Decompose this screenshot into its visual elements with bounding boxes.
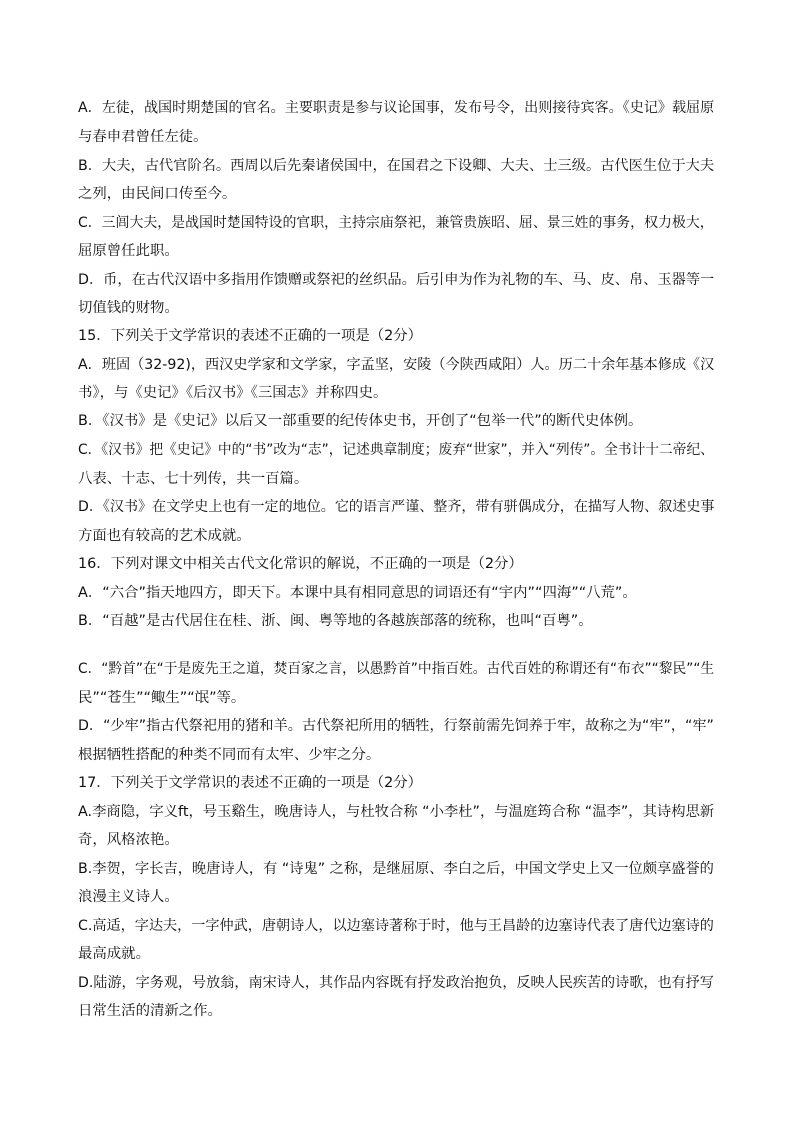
text-line: B．大夫，古代官阶名。西周以后先秦诸侯国中，在国君之下设卿、大夫、士三级。古代医生位于大夫: [78, 158, 715, 174]
text-line: A．左徒，战国时期楚国的官名。主要职责是参与议论国事，发布号令，出则接待宾客。《史记》载屈原: [78, 100, 715, 116]
text-line: A．班固（32-92)，西汉史学家和文学家，字孟坚，安陵（今陕西咸阳）人。历二十余年基本修成《汉: [78, 357, 715, 373]
question-heading: 16．下列对课文中相关古代文化常识的解说，不正确的一项是（2分）: [78, 556, 523, 572]
text-line: 之列，由民间口传至今。: [78, 186, 237, 202]
text-line: 八表、十志、七十列传，共一百篇。: [78, 471, 309, 487]
text-line: B.李贺，字长吉，晚唐诗人，有 “诗鬼” 之称，是继屈原、李白之后，中国文学史上又一位颇享盛誉的: [78, 861, 714, 877]
text-line: 最高成就。: [78, 946, 150, 962]
text-line: D．“少牢”指古代祭祀用的猪和羊。古代祭祀所用的牺牲，行祭前需先饲养于牢，故称之为“牢”，“牢”: [78, 718, 714, 734]
text-line: 民”“苍生”“鲰生”“氓”等。: [78, 690, 246, 706]
text-line: 屈原曾任此职。: [78, 243, 179, 259]
text-line: 奇，风格浓艳。: [78, 832, 179, 848]
text-line: B．“百越”是古代居住在桂、浙、闽、粤等地的各越族部落的统称，也叫“百粤”。: [78, 613, 593, 629]
question-heading: 17．下列关于文学常识的表述不正确的一项是（2分）: [78, 775, 423, 791]
text-line: 浪漫主义诗人。: [78, 889, 179, 905]
text-line: C．《汉书》把《史记》中的“书”改为“志”，记述典章制度；废弃“世家”，并入“列传”。全书计十二帝纪、: [78, 442, 714, 458]
text-line: C．“黔首”在“于是废先王之道，焚百家之言，以愚黔首”中指百姓。古代百姓的称谓还有“布衣”“黎民”“生: [78, 661, 715, 677]
text-line: D.陆游，字务观，号放翁，南宋诗人，其作品内容既有抒发政治抱负，反映人民疾苦的诗歌，也有抒写: [78, 975, 714, 991]
text-line: C.高适，字达夫，一字仲武，唐朝诗人，以边塞诗著称于时，他与王昌龄的边塞诗代表了唐代边塞诗的: [78, 918, 714, 934]
text-line: 与春申君曾任左徒。: [78, 129, 208, 145]
text-line: 方面也有较高的艺术成就。: [78, 528, 251, 544]
text-line: C．三闾大夫，是战国时楚国特设的官职，主持宗庙祭祀，兼管贵族昭、屈、景三姓的事务，权力极大，: [78, 215, 714, 231]
text-line: A.李商隐，字义ft，号玉谿生，晚唐诗人，与杜牧合称 “小李杜”，与温庭筠合称 “温李”，其诗构思新: [78, 804, 715, 820]
text-line: D．币，在古代汉语中多指用作馈赠或祭祀的丝织品。后引申为作为礼物的车、马、皮、帛、玉器等一: [78, 272, 715, 288]
question-heading: 15．下列关于文学常识的表述不正确的一项是（2分）: [78, 328, 423, 344]
text-line: B．《汉书》是《史记》以后又一部重要的纪传体史书，开创了“包举一代”的断代史体例。: [78, 413, 643, 429]
text-line: A．“六合”指天地四方，即天下。本课中具有相同意思的词语还有“宇内”“四海”“八荒”。: [78, 585, 637, 601]
text-line: D．《汉书》在文学史上也有一定的地位。它的语言严谨、整齐，带有骈偶成分，在描写人物、叙述史事: [78, 499, 715, 515]
text-line: 切值钱的财物。: [78, 300, 179, 316]
text-line: 根据牺牲搭配的种类不同而有太牢、少牢之分。: [78, 747, 381, 763]
text-line: 书》，与《史记》《后汉书》《三国志》并称四史。: [78, 385, 388, 401]
text-line: 日常生活的清新之作。: [78, 1003, 222, 1019]
